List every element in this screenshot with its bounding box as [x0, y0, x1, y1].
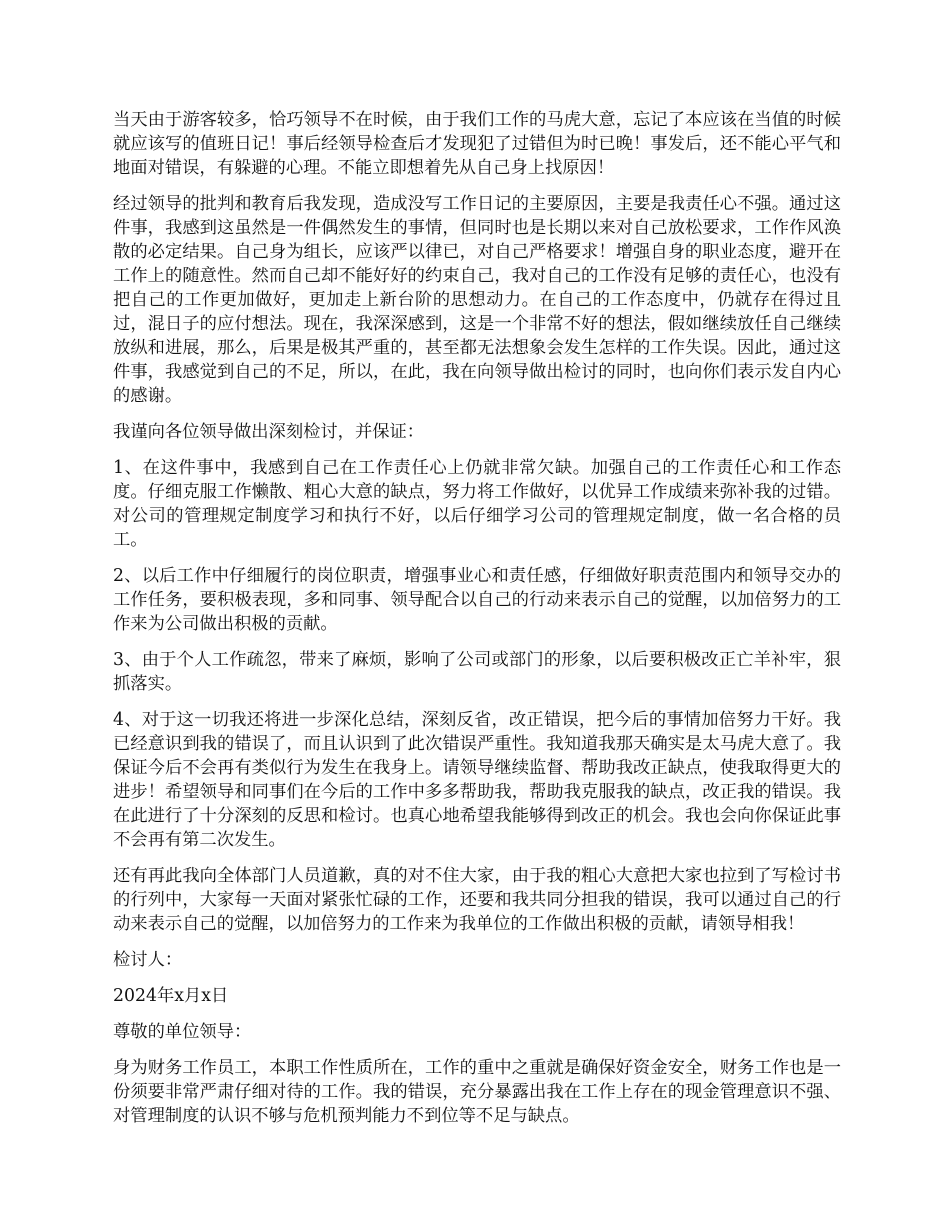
paragraph-pledge-2: 2、以后工作中仔细履行的岗位职责，增强事业心和责任感，仔细做好职责范围内和领导交办的工作任务，要积极表现，多和同事、领导配合以自己的行动来表示自己的觉醒，以加倍努力的工作来为公司做出积极的贡献。: [113, 566, 841, 634]
paragraph-pledge-4: 4、对于这一切我还将进一步深化总结，深刻反省，改正错误，把今后的事情加倍努力干好。我已经意识到我的错误了，而且认识到了此次错误严重性。我知道我那天确实是太马虎大意了。我保证今后不会再有类似行为发生在我身上。请领导继续监督、帮助我改正缺点，使我取得更大的进步！希望领导和同事们在今后的工作中多多帮助我，帮助我克服我的缺点，改正我的错误。我在此进行了十分深刻的反思和检讨。也真心地希望我能够得到改正的机会。我也会向你保证此事不会再有第二次发生。: [113, 710, 841, 850]
paragraph-finance: 身为财务工作员工，本职工作性质所在，工作的重中之重就是确保好资金安全，财务工作也是一份须要非常严肃仔细对待的工作。我的错误，充分暴露出我在工作上存在的现金管理意识不强、对管理制度的认识不够与危机预判能力不到位等不足与缺点。: [113, 1058, 841, 1126]
salutation: 尊敬的单位领导：: [113, 1022, 252, 1042]
signature-label: 检讨人：: [113, 950, 183, 970]
paragraph-pledge-1: 1、在这件事中，我感到自己在工作责任心上仍就非常欠缺。加强自己的工作责任心和工作态度。仔细克服工作懒散、粗心大意的缺点，努力将工作做好，以优异工作成绩来弥补我的过错。对公司的管理规定制度学习和执行不好，以后仔细学习公司的管理规定制度，做一名合格的员工。: [113, 458, 841, 550]
paragraph-pledge-intro: 我谨向各位领导做出深刻检讨，并保证：: [113, 422, 425, 442]
date-line: 2024年x月x日: [113, 986, 229, 1006]
document-page: [113, 108, 841, 1140]
paragraph-apology: 还有再此我向全体部门人员道歉，真的对不住大家，由于我的粗心大意把大家也拉到了写检讨书的行列中，大家每一天面对紧张忙碌的工作，还要和我共同分担我的错误，我可以通过自己的行动来表示自己的觉醒，以加倍努力的工作来为我单位的工作做出积极的贡献，请领导相我！: [113, 866, 841, 934]
paragraph-reflection: 经过领导的批判和教育后我发现，造成没写工作日记的主要原因，主要是我责任心不强。通过这件事，我感到这虽然是一件偶然发生的事情，但同时也是长期以来对自己放松要求，工作作风涣散的必定结果。自己身为组长，应该严以律已，对自己严格要求！增强自身的职业态度，避开在工作上的随意性。然而自己却不能好好的约束自己，我对自己的工作没有足够的责任心，也没有把自己的工作更加做好，更加走上新台阶的思想动力。在自己的工作态度中，仍就存在得过且过，混日子的应付想法。现在，我深深感到，这是一个非常不好的想法，假如继续放任自己继续放纵和进展，那么，后果是极其严重的，甚至都无法想象会发生怎样的工作失误。因此，通过这件事，我感觉到自己的不足，所以，在此，我在向领导做出检讨的同时，也向你们表示发自内心的感谢。: [113, 194, 841, 406]
paragraph-pledge-3: 3、由于个人工作疏忽，带来了麻烦，影响了公司或部门的形象，以后要积极改正亡羊补牢，狠抓落实。: [113, 650, 841, 694]
paragraph-incident: 当天由于游客较多，恰巧领导不在时候，由于我们工作的马虎大意，忘记了本应该在当值的时候就应该写的值班日记！事后经领导检查后才发现犯了过错但为时已晚！事发后，还不能心平气和地面对错误，有躲避的心理。不能立即想着先从自己身上找原因！: [113, 110, 841, 178]
